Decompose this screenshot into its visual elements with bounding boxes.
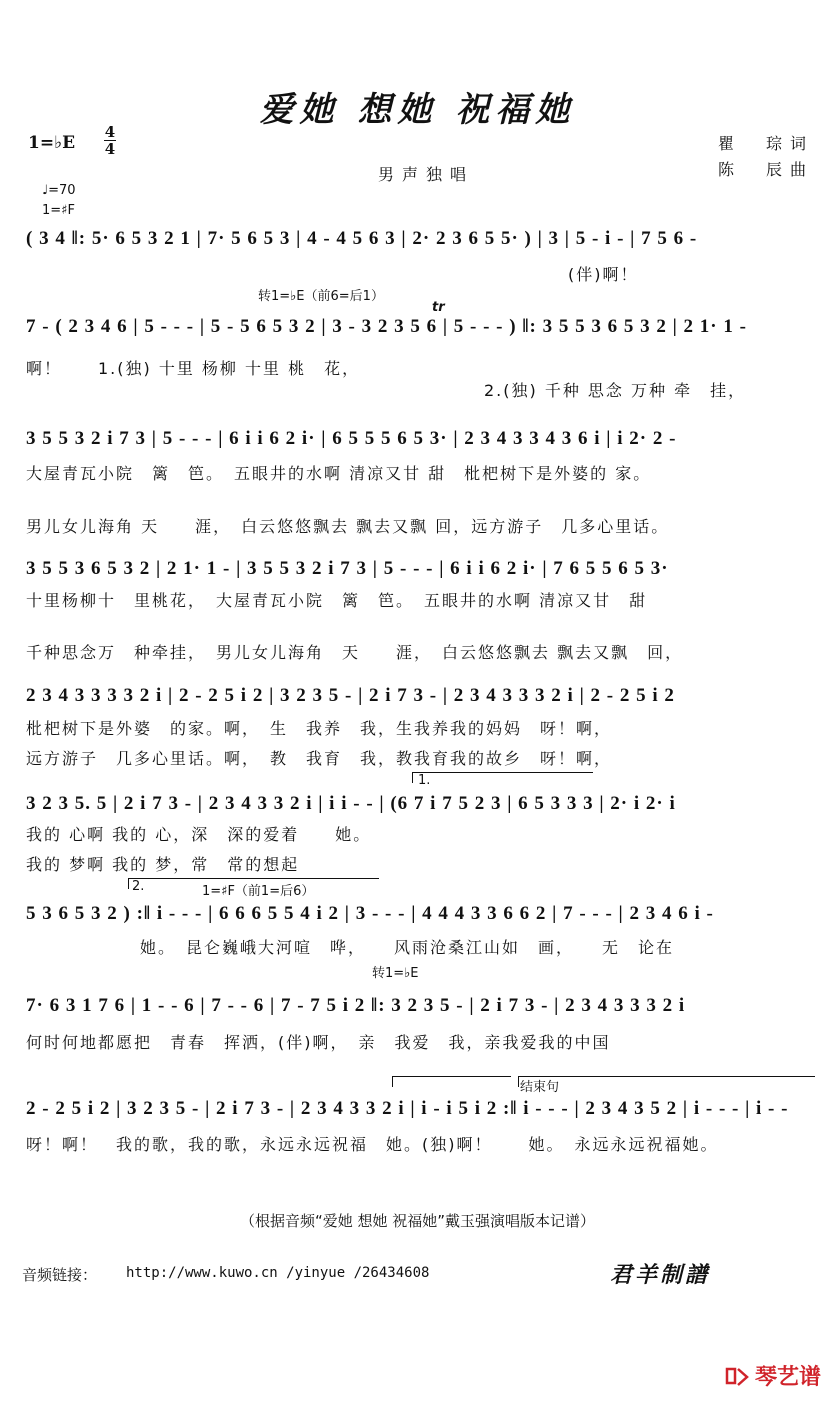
key-signature: 1=♭E — [28, 133, 76, 153]
score-row-1-notes: ( 3 4 ‖: 5· 6 5 3 2 1 | 7· 5 6 5 3 | 4 - 4 5 6 3 | 2· 2 3 6 5 5· ) | 3 | 5 - i - | 7 5 6 - — [26, 228, 698, 249]
transcriber-signature: 君羊制譜 — [610, 1262, 711, 1288]
score-row-3-lyric-1: 大屋青瓦小院 篱 笆。 五眼井的水啊 清凉又甘 甜 枇杷树下是外婆的 家。 — [26, 464, 652, 483]
score-row-7-lyric: 她。 昆仑巍峨大河喧 哗， 风雨沧桑江山如 画， 无 论在 — [140, 938, 675, 957]
score-row-8-notes: 7· 6 3 1 7 6 | 1 - - 6 | 7 - - 6 | 7 - 7 5 i 2 ‖: 3 2 3 5 - | 2 i 7 3 - | 2 3 4 3 3 3 2 i — [26, 995, 686, 1016]
score-row-2-lyric-2: 2.(独) 千种 思念 万种 牵 挂， — [484, 381, 747, 400]
volta-2-label: 2. — [132, 879, 145, 894]
score-row-7-notes: 5 3 6 5 3 2 ) :‖ i - - - | 6 6 6 5 5 4 i 2 | 3 - - - | 4 4 4 3 3 6 6 2 | 7 - - - | 2 3 4 6 i - — [26, 903, 714, 924]
source-note: （根据音频“爱她 想她 祝福她”戴玉强演唱版本记谱） — [239, 1212, 596, 1230]
audio-link-url[interactable]: http://www.kuwo.cn /yinyue /26434608 — [126, 1265, 430, 1281]
score-row-5-lyric-2: 远方游子 几多心里话。啊， 教 我育 我，教我育我的故乡 呀！啊， — [26, 749, 613, 768]
score-row-4-notes: 3 5 5 3 6 5 3 2 | 2 1· 1 - | 3 5 5 3 2 i 7 3 | 5 - - - | 6 i i 6 2 i· | 7 6 5 5 6 5 3· — [26, 558, 669, 579]
composer: 陈 辰曲 — [718, 160, 815, 179]
score-row-6-lyric-2: 我的 梦啊 我的 梦，常 常的想起 — [26, 855, 300, 874]
score-row-5-notes: 2 3 4 3 3 3 3 2 i | 2 - 2 5 i 2 | 3 2 3 5 - | 2 i 7 3 - | 2 3 4 3 3 3 2 i | 2 - 2 5 i 2 — [26, 685, 675, 706]
ending-label: 结束句 — [520, 1080, 560, 1095]
score-row-6-lyric-1: 我的 心啊 我的 心，深 深的爱着 她。 — [26, 825, 372, 844]
modulation-mark-1: 转1=♭E（前6=后1） — [258, 289, 384, 304]
time-top: 4 — [104, 123, 116, 141]
time-signature — [104, 124, 116, 157]
volta-2-bracket — [128, 878, 379, 889]
score-row-4-lyric-2: 千种思念万 种牵挂， 男儿女儿海角 天 涯， 白云悠悠飘去 飘去又飘 回， — [26, 643, 684, 662]
lyricist: 瞿 琮词 — [718, 134, 815, 153]
modulation-mark-2: 1=♯F（前1=后6） — [202, 884, 315, 899]
song-title: 爱她 想她 祝福她 — [259, 90, 576, 130]
time-bottom: 4 — [104, 140, 116, 158]
tempo-mark: ♩=70 — [42, 183, 76, 198]
trill-mark: tr — [432, 300, 445, 315]
score-row-8-lyric: 何时何地都愿把 青春 挥洒，(伴)啊， 亲 我爱 我，亲我爱我的中国 — [26, 1033, 611, 1052]
volta-ending-1-bracket — [392, 1076, 511, 1087]
score-row-9-notes: 2 - 2 5 i 2 | 3 2 3 5 - | 2 i 7 3 - | 2 3 4 3 3 2 i | i - i 5 i 2 :‖ i - - - | 2 3 4 3 5 2 | i - - - | i - - — [26, 1098, 789, 1119]
modulation-mark-3: 转1=♭E — [372, 966, 419, 981]
score-row-6-notes: 3 2 3 5. 5 | 2 i 7 3 - | 2 3 4 3 3 2 i | i i - - | (6 7 i 7 5 2 3 | 6 5 3 3 3 | 2· i 2· i — [26, 793, 676, 814]
score-row-1-lyric: (伴)啊！ — [568, 265, 639, 284]
logo-text: 琴艺谱 — [754, 1365, 821, 1390]
volta-1-bracket — [412, 772, 593, 783]
ending-bracket — [518, 1076, 815, 1087]
score-row-3-lyric-2: 男儿女儿海角 天 涯， 白云悠悠飘去 飘去又飘 回，远方游子 几多心里话。 — [26, 517, 670, 536]
score-row-2-lyric-1: 啊！ 1.(独) 十里 杨柳 十里 桃 花， — [26, 359, 361, 378]
site-logo[interactable] — [725, 1360, 821, 1391]
logo-mark-icon — [725, 1365, 751, 1387]
score-row-5-lyric-1: 枇杷树下是外婆 的家。啊， 生 我养 我，生我养我的妈妈 呀！啊， — [26, 719, 613, 738]
score-row-9-lyric: 呀！啊！ 我的歌，我的歌，永远永远祝福 她。(独)啊！ 她。 永远永远祝福她。 — [26, 1135, 719, 1154]
performance-style: 男声独唱 — [378, 165, 475, 184]
volta-1-label: 1. — [418, 773, 431, 788]
score-row-3-notes: 3 5 5 3 2 i 7 3 | 5 - - - | 6 i i 6 2 i· | 6 5 5 5 6 5 3· | 2 3 4 3 3 4 3 6 i | i 2· 2 - — [26, 428, 677, 449]
alt-key-mark: 1=♯F — [42, 203, 75, 218]
audio-link-label: 音频链接： — [22, 1266, 98, 1284]
score-row-2-notes: 7 - ( 2 3 4 6 | 5 - - - | 5 - 5 6 5 3 2 | 3 - 3 2 3 5 6 | 5 - - - ) ‖: 3 5 5 3 6 5 3 2 | 2 1· 1 - — [26, 316, 747, 337]
score-row-4-lyric-1: 十里杨柳十 里桃花， 大屋青瓦小院 篱 笆。 五眼井的水啊 清凉又甘 甜 — [26, 591, 648, 610]
